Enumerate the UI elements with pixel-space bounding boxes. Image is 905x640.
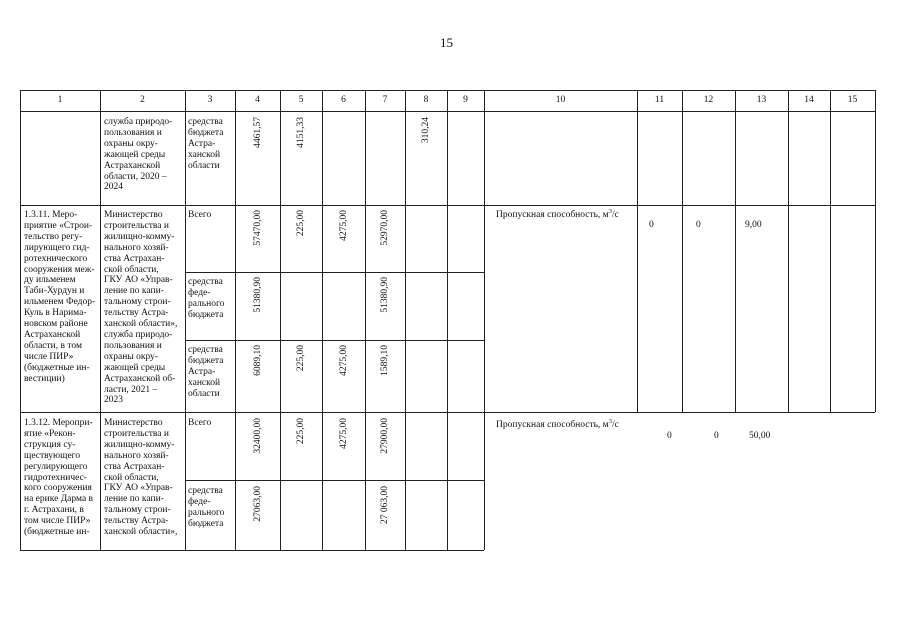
text-line: 2023	[104, 395, 123, 406]
indicator-base-value: 0	[649, 220, 654, 230]
funding-year-2: 4275,00	[338, 210, 349, 241]
text-line: средства	[188, 277, 223, 287]
text-line: средства	[188, 345, 223, 355]
column-number-header: 3	[207, 95, 213, 105]
executor-text	[104, 117, 181, 193]
executor-text	[104, 210, 181, 406]
funding-year-1: 225,00	[296, 418, 306, 445]
table-col-rule	[100, 90, 101, 550]
table-rule-bottom	[20, 550, 484, 551]
text-line: сооружения меж-	[24, 264, 95, 275]
text-line: (бюджетные ин-	[24, 362, 90, 373]
text-line: г. Астрахани, в	[24, 505, 84, 516]
text-line: нального хозяй-	[104, 242, 169, 253]
text-line: 1.3.12. Меропри-	[24, 418, 93, 428]
text-line: Таби-Хурдун и	[24, 286, 85, 297]
text-line: 2024	[104, 182, 123, 193]
text-line: ротехнического	[24, 253, 88, 264]
column-number-header: 12	[703, 95, 714, 105]
text-line: бюджета	[188, 355, 224, 366]
text-line: жающей среды	[104, 362, 166, 373]
funding-total: 51380,90	[252, 277, 263, 313]
text-line: ства Астрахан-	[104, 461, 165, 472]
text-line: жающей среды	[104, 149, 166, 160]
text-line: феде-	[188, 496, 211, 507]
text-line: Министерство	[104, 210, 163, 220]
column-number-header: 5	[298, 95, 304, 105]
funding-source	[188, 277, 233, 321]
table-col-rule	[484, 90, 485, 550]
text-line: Астраханской об-	[104, 373, 176, 384]
indicator-year-2-value: 9,00	[745, 220, 762, 230]
funding-year-1: 225,00	[296, 345, 306, 372]
text-line: вестиции)	[24, 373, 65, 384]
funding-total: 32400,00	[252, 418, 263, 454]
table-col-rule	[637, 90, 638, 412]
funding-source	[188, 345, 233, 400]
table-col-rule	[365, 90, 366, 550]
text-line: феде-	[188, 287, 211, 298]
text-line: строительства и	[104, 428, 169, 439]
column-number-header: 1	[57, 95, 63, 105]
text-line: новском районе	[24, 319, 88, 330]
text-line: гидротехничес-	[24, 472, 87, 483]
column-number-header: 14	[804, 95, 814, 105]
table-col-rule	[830, 90, 831, 412]
text-line: ду ильменем	[24, 275, 76, 286]
text-line: рального	[188, 298, 225, 309]
funding-total: 27063,00	[252, 486, 263, 522]
executor-text	[104, 418, 181, 538]
funding-total: 57470,00	[252, 210, 263, 246]
indicator-year-2-value: 50,00	[749, 431, 771, 441]
text-line: кого сооружения	[24, 483, 92, 494]
table-rule-subrow	[185, 480, 484, 481]
text-line: охраны окру-	[104, 351, 158, 362]
text-line: Астра-	[188, 138, 216, 149]
page-number: 15	[440, 35, 453, 50]
table-col-rule	[788, 90, 789, 412]
text-line: ства Астрахан-	[104, 253, 165, 264]
text-line: рального	[188, 507, 225, 518]
table-col-rule	[20, 90, 21, 550]
indicator-exponent: 3	[608, 417, 612, 425]
column-number-header: 11	[654, 95, 665, 105]
indicator-unit: /с	[611, 210, 619, 220]
text-line: нального хозяй-	[104, 450, 169, 461]
text-line: Астраханской	[104, 160, 161, 171]
indicator-label: Пропускная способность, м	[496, 420, 609, 430]
text-line: области	[188, 388, 220, 399]
text-line: Астра-	[188, 366, 216, 377]
text-line: том числе ПИР»	[24, 516, 91, 527]
text-line: ханской	[188, 377, 221, 388]
funding-year-1: 225,00	[296, 210, 306, 237]
text-line: служба природо-	[104, 329, 173, 340]
text-line: струкция су-	[24, 439, 76, 450]
text-line: пользования и	[104, 340, 162, 351]
text-line: Астраханской	[24, 329, 81, 340]
funding-year-3: 52970,00	[380, 210, 390, 246]
text-line: регулирующего	[24, 461, 88, 472]
funding-total: 4461,57	[252, 117, 263, 148]
indicator-year-1-value: 0	[696, 220, 701, 230]
text-line: приятие «Строи-	[24, 220, 93, 231]
text-line: бюджета	[188, 127, 224, 138]
text-line: 1.3.11. Меро-	[24, 210, 78, 220]
column-number-header: 13	[756, 95, 767, 105]
text-line: тельство регу-	[24, 231, 83, 242]
indicator-text	[496, 207, 619, 221]
text-line: служба природо-	[104, 117, 173, 127]
indicator-base-value: 0	[667, 431, 672, 441]
table-rule-subrow	[185, 272, 484, 273]
indicator-unit: /с	[611, 420, 619, 430]
column-number-header: 2	[140, 95, 145, 105]
text-line: тальному строи-	[104, 297, 171, 308]
text-line: пользования и	[104, 127, 162, 138]
text-line: ханской области»,	[104, 319, 178, 330]
funding-year-3: 51380,90	[380, 277, 390, 313]
text-line: Всего	[188, 418, 212, 428]
text-line: охраны окру-	[104, 138, 158, 149]
text-line: на ерике Дарма в	[24, 494, 94, 505]
column-number-header: 8	[423, 95, 429, 105]
text-line: ществующего	[24, 450, 81, 461]
measure-name	[24, 210, 97, 385]
table-col-rule	[735, 90, 736, 412]
text-line: ГКУ АО «Управ-	[104, 275, 173, 286]
funding-year-2: 4275,00	[338, 345, 349, 376]
text-line: жилищно-комму-	[104, 439, 175, 450]
text-line: лирующего гид-	[24, 242, 90, 253]
column-number-header: 15	[847, 95, 858, 105]
text-line: средства	[188, 486, 223, 496]
table-col-rule	[447, 90, 448, 550]
text-line: тельству Астра-	[104, 308, 169, 319]
table-rule-subrow	[185, 340, 484, 341]
text-line: области, в том	[24, 340, 82, 351]
text-line: бюджета	[188, 309, 224, 320]
text-line: (бюджетные ин-	[24, 527, 90, 538]
text-line: ление по капи-	[104, 286, 164, 297]
table-col-rule	[682, 90, 683, 412]
text-line: Всего	[188, 210, 212, 220]
column-number-header: 10	[555, 95, 566, 105]
text-line: ской области,	[104, 264, 159, 275]
funding-year-3: 1589,10	[380, 345, 390, 376]
funding-total: 6089,10	[252, 345, 263, 376]
text-line: ласти, 2021 –	[104, 384, 158, 395]
funding-source	[188, 486, 233, 530]
text-line: строительства и	[104, 220, 169, 231]
indicator-label: Пропускная способность, м	[496, 210, 609, 220]
text-line: ление по капи-	[104, 494, 164, 505]
funding-year-3: 27900,00	[380, 418, 390, 454]
table-col-rule	[322, 90, 323, 550]
text-line: Министерство	[104, 418, 163, 428]
text-line: ханской	[188, 149, 221, 160]
text-line: ГКУ АО «Управ-	[104, 483, 173, 494]
text-line: ской области,	[104, 472, 159, 483]
indicator-year-1-value: 0	[714, 431, 719, 441]
funding-year-2: 4275,00	[338, 418, 349, 449]
text-line: средства	[188, 117, 223, 127]
text-line: Куль в Нарима-	[24, 308, 87, 319]
column-number-header: 4	[255, 95, 260, 105]
funding-year-4: 310,24	[421, 117, 431, 144]
funding-source	[188, 418, 233, 429]
text-line: ханской области»,	[104, 527, 178, 538]
text-line: области, 2020 –	[104, 171, 167, 182]
funding-source	[188, 210, 233, 221]
table-col-rule	[235, 90, 236, 550]
funding-source	[188, 117, 233, 172]
text-line: ятие «Рекон-	[24, 428, 76, 439]
indicator-text	[496, 417, 619, 431]
column-number-header: 6	[341, 95, 346, 105]
text-line: тельству Астра-	[104, 516, 169, 527]
text-line: области	[188, 160, 220, 171]
text-line: жилищно-комму-	[104, 231, 175, 242]
column-number-header: 9	[463, 95, 468, 105]
funding-year-1: 4151,33	[296, 117, 306, 148]
table-col-rule	[185, 90, 186, 550]
indicator-exponent: 3	[608, 207, 612, 215]
column-number-header: 7	[382, 95, 388, 105]
text-line: числе ПИР»	[24, 351, 74, 362]
table-col-rule	[280, 90, 281, 550]
text-line: ильменем Федор-	[24, 297, 96, 308]
table-col-rule	[405, 90, 406, 550]
text-line: бюджета	[188, 518, 224, 529]
funding-year-3: 27 063,00	[380, 486, 390, 524]
table-col-rule	[875, 90, 876, 412]
text-line: тальному строи-	[104, 505, 171, 516]
measure-name	[24, 418, 97, 538]
